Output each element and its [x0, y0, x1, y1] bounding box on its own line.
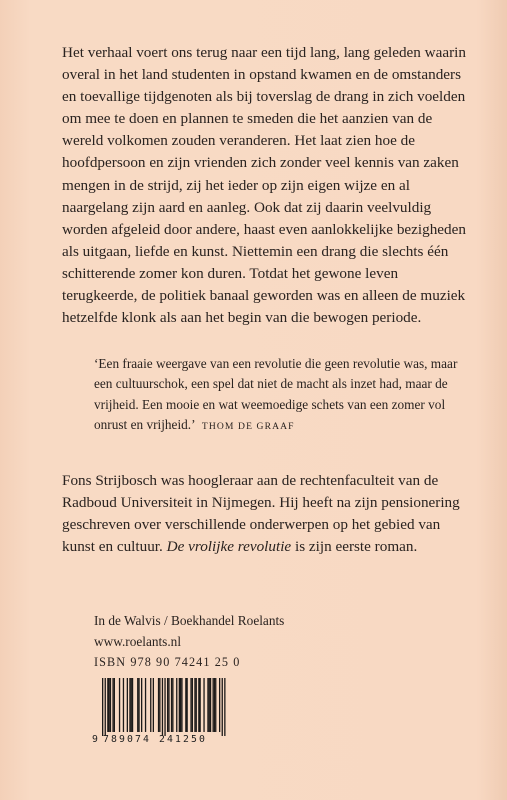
barcode-bar [185, 678, 186, 732]
bio-text-before: Fons Strijbosch was hoogleraar aan de rechtenfaculteit van de Radboud Universiteit in Nijmegen. Hij heeft na zijn pensionering geschreven over verschillende onderwerpen op het gebied van kunst en cultuur. [62, 472, 460, 556]
barcode-bar [222, 678, 223, 736]
barcode-bar [187, 678, 188, 732]
barcode-bars [92, 676, 228, 736]
barcode-bar [181, 678, 182, 732]
barcode [92, 676, 228, 746]
barcode-bar [127, 678, 128, 732]
barcode-bar [203, 678, 204, 732]
barcode-bar [198, 678, 199, 732]
barcode-bar [214, 678, 215, 732]
publisher-info [94, 610, 394, 673]
barcode-bar [112, 678, 113, 732]
barcode-bar [209, 678, 210, 732]
barcode-bar [219, 678, 220, 732]
review-quote [94, 354, 464, 437]
barcode-bar [172, 678, 173, 732]
isbn-line: ISBN 978 90 74241 25 0 [94, 655, 241, 669]
barcode-bar [164, 678, 165, 736]
barcode-bar [179, 678, 180, 732]
barcode-bar [131, 678, 132, 732]
barcode-bar [213, 678, 214, 732]
barcode-bar [110, 678, 111, 732]
barcode-bar [132, 678, 133, 732]
barcode-bar [171, 678, 172, 732]
author-bio [62, 470, 472, 558]
book-title: De vrolijke revolutie [166, 538, 292, 556]
barcode-bar [224, 678, 225, 736]
barcode-bar [200, 678, 201, 732]
barcode-bar [105, 678, 106, 736]
barcode-bar [107, 678, 108, 732]
quote-text: ‘Een fraaie weergave van een revolutie die geen revolutie was, maar een cultuurschok, een spel dat niet de macht als inzet had, maar de vrijheid. Een mooie en wat weemoedige schets van een zomer vol onrust en vrijheid.’ [94, 356, 458, 432]
barcode-bar [102, 678, 103, 736]
barcode-bar [210, 678, 211, 732]
blurb-text: Het verhaal voert ons terug naar een tijd lang, lang geleden waarin overal in het land studenten in opstand kwamen en de omstanders en toevallige tijdgenoten als bij toverslag de drang in zich voelden om mee te doen en plannen te smeden die het aanzien van de wereld volkomen zouden veranderen. Het laat zien hoe de hoofdpersoon en zijn vrienden zich zonder veel kennis van zaken mengen in de strijd, zij het ieder op zijn eigen wijze en al naargelang zijn aard en aanleg. Ook dat zij daarin veelvuldig worden afgeleid door andere, haast even aanlokkelijke bezigheden als uitgaan, liefde en kunst. Niettemin een drang die slechts één schitterende zomer kon duren. Totdat het gewone leven terugkeerde, de politiek banaal geworden was en alleen de muziek hetzelfde klonk als aan het begin van die bewogen periode. [62, 44, 466, 327]
barcode-bar [196, 678, 197, 732]
barcode-digits-rest: 789074 241250 [103, 734, 207, 745]
barcode-bar [150, 678, 151, 732]
barcode-bar [145, 678, 146, 732]
barcode-bar [176, 678, 177, 732]
barcode-bar [190, 678, 191, 732]
barcode-bar [123, 678, 124, 732]
barcode-bar [168, 678, 169, 732]
publisher-line: In de Walvis / Boekhandel Roelants [94, 613, 285, 628]
publisher-website: www.roelants.nl [94, 634, 182, 649]
barcode-bar [158, 678, 159, 732]
barcode-digit-first: 9 [92, 734, 100, 745]
barcode-bar [109, 678, 110, 732]
bio-text-after: is zijn eerste roman. [291, 538, 418, 556]
barcode-bar [129, 678, 130, 732]
barcode-bar [180, 678, 181, 732]
barcode-bar [114, 678, 115, 732]
barcode-bar [159, 678, 160, 732]
barcode-bar [192, 678, 193, 732]
barcode-bar [141, 678, 142, 732]
barcode-bar [215, 678, 216, 732]
barcode-bar [137, 678, 138, 732]
barcode-bar [167, 678, 168, 732]
barcode-bar [194, 678, 195, 732]
barcode-bar [153, 678, 154, 732]
barcode-bar [207, 678, 208, 732]
barcode-bar [138, 678, 139, 732]
barcode-bar [119, 678, 120, 732]
quote-author: THOM DE GRAAF [201, 420, 295, 432]
barcode-bar [162, 678, 163, 736]
